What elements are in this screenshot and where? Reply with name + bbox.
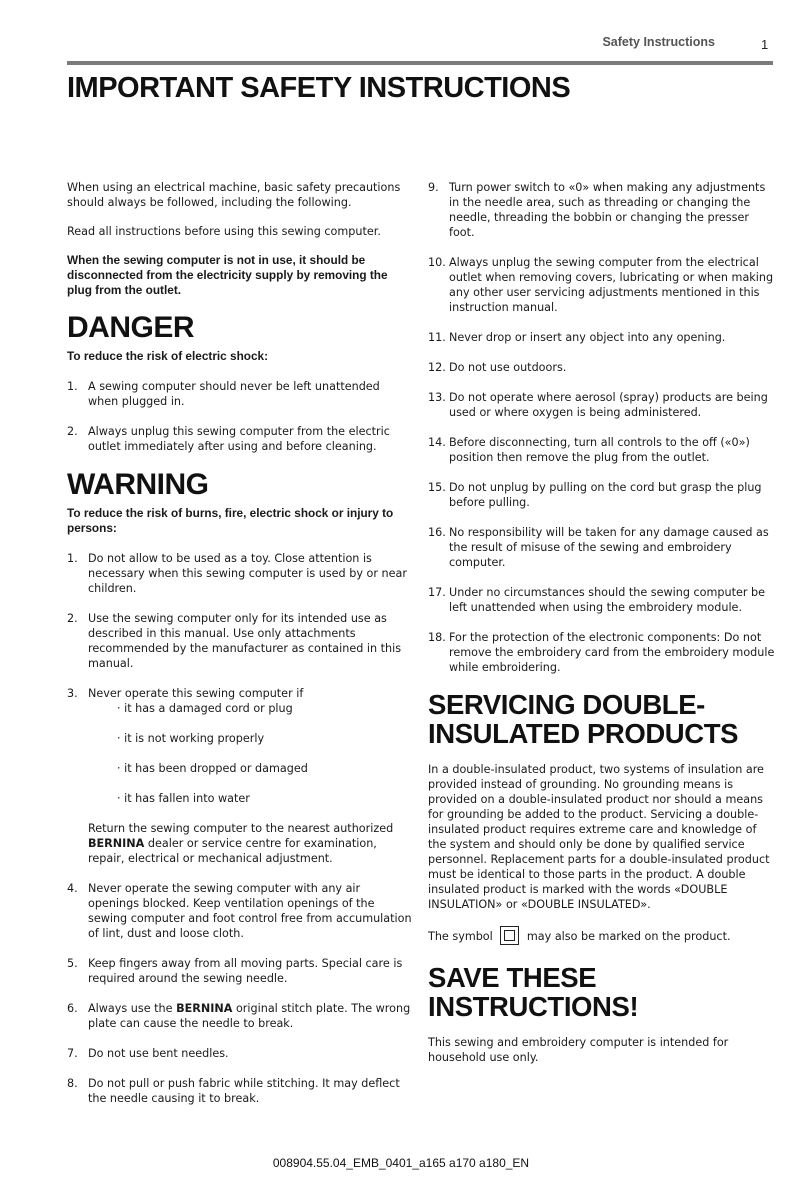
list-item: 3. Never operate this sewing computer if · it has a damaged cord or plug · it is not working properly · it has been dropped or damaged · it has fallen into water Return the sewing computer to the nearest authorized BERNINA dealer or service centre for examination, repair, electrical or mechanical adjustment. <box>67 686 412 866</box>
bullet-item: · it has fallen into water <box>117 792 250 805</box>
list-item: 7. Do not use bent needles. <box>67 1047 229 1060</box>
list-item: 9. Turn power switch to «0» when making any adjustments in the needle area, such as threading or changing the needle, threading the bobbin or changing the presser foot. <box>428 181 766 239</box>
page-number: 1 <box>761 37 769 52</box>
danger-heading: DANGER <box>67 311 195 344</box>
bullet-item: · it has a damaged cord or plug <box>117 702 293 715</box>
bullet-item: · it has been dropped or damaged <box>117 762 308 775</box>
right-column <box>428 180 776 1065</box>
list-item: 2. Always unplug this sewing computer from the electric outlet immediately after using and before cleaning. <box>67 425 390 453</box>
header-section-title: Safety Instructions <box>602 35 715 49</box>
warning-subheading: To reduce the risk of burns, fire, electric shock or injury to persons: <box>67 506 394 535</box>
page-title: IMPORTANT SAFETY INSTRUCTIONS <box>67 72 571 104</box>
list-item: 1. A sewing computer should never be left unattended when plugged in. <box>67 380 380 408</box>
list-item: 10. Always unplug the sewing computer from the electrical outlet when removing covers, lubricating or when making any other user servicing adjustments mentioned in this instruction manual. <box>428 256 774 314</box>
list-item: 16. No responsibility will be taken for any damage caused as the result of misuse of the sewing and embroidery computer. <box>428 526 769 569</box>
warning-list <box>67 551 412 1106</box>
list-item: 15. Do not unplug by pulling on the cord but grasp the plug before pulling. <box>428 481 762 509</box>
bullet-item: · it is not working properly <box>117 732 265 745</box>
list-item: 17. Under no circumstances should the sewing computer be left unattended when using the embroidery module. <box>428 586 765 614</box>
warning-list-continued <box>428 180 776 675</box>
brand-name: BERNINA <box>88 837 145 850</box>
list-item: 12. Do not use outdoors. <box>428 361 567 374</box>
left-column <box>67 180 412 1121</box>
header-rule <box>67 61 773 65</box>
read-instructions-paragraph: Read all instructions before using this sewing computer. <box>67 225 381 238</box>
list-item: 5. Keep fingers away from all moving parts. Special care is required around the sewing needle. <box>67 957 403 985</box>
double-square-icon <box>500 926 519 945</box>
household-use-paragraph: This sewing and embroidery computer is intended for household use only. <box>428 1036 729 1064</box>
list-item: 13. Do not operate where aerosol (spray) products are being used or where oxygen is being administered. <box>428 391 768 419</box>
list-item: 4. Never operate the sewing computer with any air openings blocked. Keep ventilation openings of the sewing computer and foot control free from accumulation of lint, dust and loose cloth. <box>67 882 412 940</box>
brand-name: BERNINA <box>176 1002 233 1015</box>
list-item: 1. Do not allow to be used as a toy. Close attention is necessary when this sewing computer is used by or near children. <box>67 552 407 595</box>
list-item: 11. Never drop or insert any object into any opening. <box>428 331 726 344</box>
servicing-paragraph: In a double-insulated product, two systems of insulation are provided instead of grounding. No grounding means is provided on a double-insulated product nor should a means for grounding be added to the product. Servicing a double-insulated product requires extreme care and knowledge of the system and should only be done by qualified service personnel. Replacement parts for a double-insulated product must be identical to those parts in the product. A double insulated product is marked with the words «DOUBLE INSULATION» or «DOUBLE INSULATED». <box>428 763 770 911</box>
document-code-footer: 008904.55.04_EMB_0401_a165 a170 a180_EN <box>272 1156 530 1170</box>
symbol-note: The symbol may also be marked on the product. <box>428 926 776 945</box>
servicing-heading: SERVICING DOUBLE- INSULATED PRODUCTS <box>428 689 739 749</box>
list-item: 14. Before disconnecting, turn all controls to the off («0») position then remove the plug from the outlet. <box>428 436 750 464</box>
danger-list <box>67 379 412 454</box>
list-item: 6. Always use the BERNINA original stitch plate. The wrong plate can cause the needle to break. <box>67 1002 411 1030</box>
condition-bullets <box>88 701 412 806</box>
warning-heading: WARNING <box>67 468 209 501</box>
danger-subheading: To reduce the risk of electric shock: <box>67 349 269 363</box>
save-instructions-heading: SAVE THESE INSTRUCTIONS! <box>428 962 639 1022</box>
list-item: 2. Use the sewing computer only for its intended use as described in this manual. Use only attachments recommended by the manufacturer as contained in this manual. <box>67 612 402 670</box>
list-item: 18. For the protection of the electronic components: Do not remove the embroidery card from the embroidery module while embroidering. <box>428 631 775 674</box>
list-item: 8. Do not pull or push fabric while stitching. It may deflect the needle causing it to break. <box>67 1077 400 1105</box>
disconnect-notice: When the sewing computer is not in use, it should be disconnected from the electricity supply by removing the plug from the outlet. <box>67 253 388 297</box>
intro-paragraph: When using an electrical machine, basic safety precautions should always be followed, including the following. <box>67 181 401 209</box>
